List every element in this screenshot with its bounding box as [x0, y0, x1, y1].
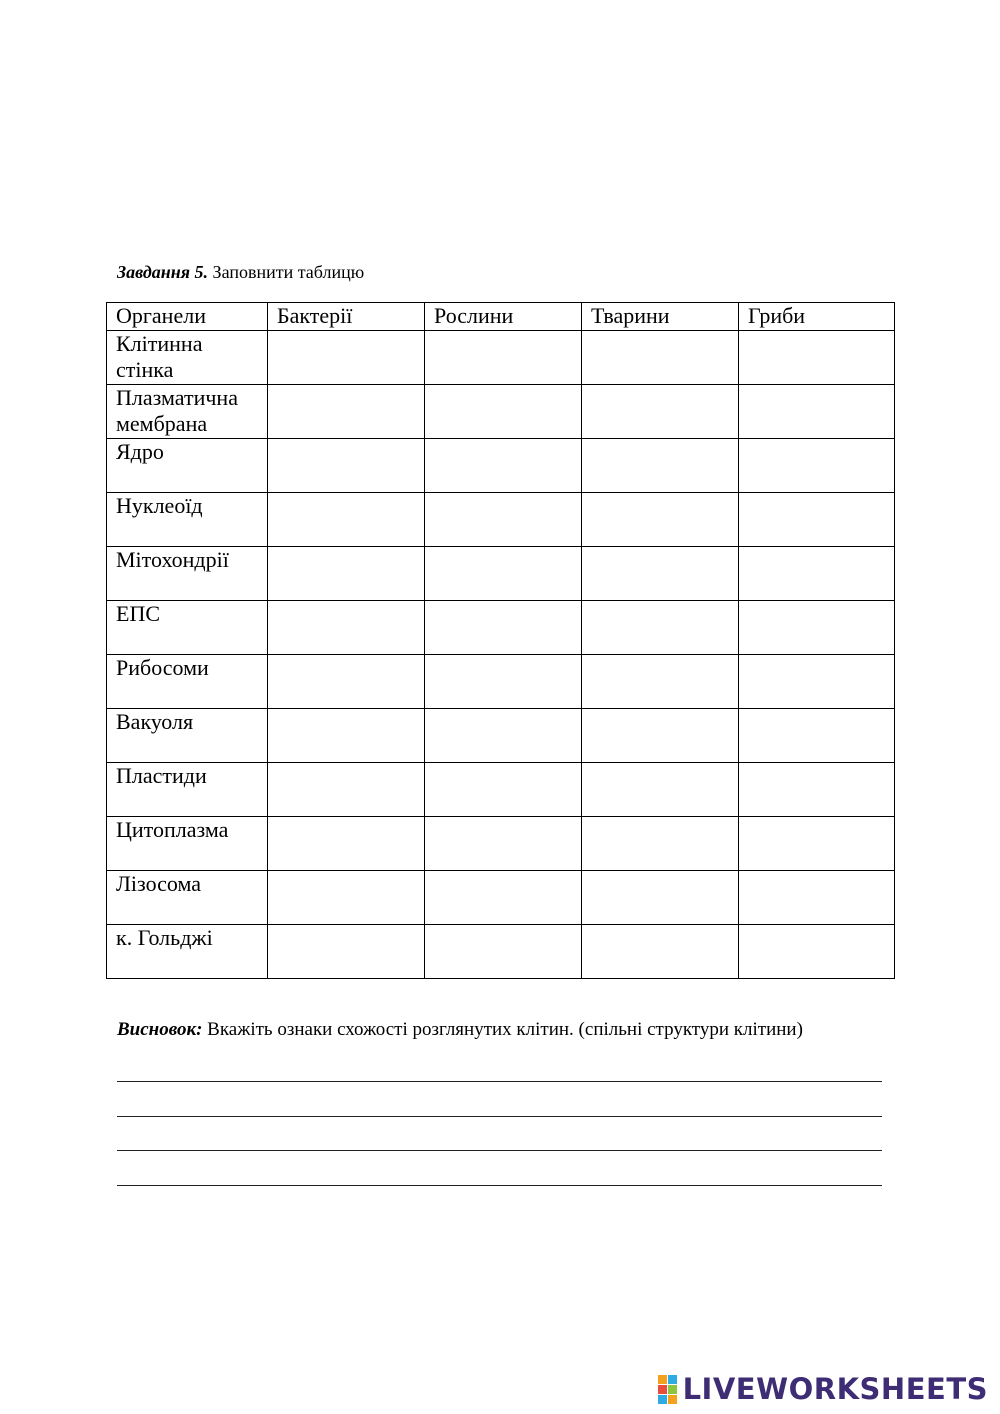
- answer-cell-bacteria[interactable]: [268, 763, 425, 817]
- answer-cell-fungi[interactable]: [739, 763, 895, 817]
- answer-cell-animals[interactable]: [582, 493, 739, 547]
- answer-cell-fungi[interactable]: [739, 493, 895, 547]
- column-header-animals: Тварини: [582, 303, 739, 331]
- liveworksheets-logo: [658, 1371, 988, 1407]
- answer-cell-plants[interactable]: [425, 331, 582, 385]
- answer-cell-fungi[interactable]: [739, 925, 895, 979]
- table-row: [107, 763, 895, 817]
- logo-square: [668, 1395, 677, 1404]
- row-label-organelle: к. Гольджі: [107, 925, 268, 979]
- answer-cell-plants[interactable]: [425, 601, 582, 655]
- answer-cell-animals[interactable]: [582, 763, 739, 817]
- answer-cell-fungi[interactable]: [739, 709, 895, 763]
- answer-cell-plants[interactable]: [425, 709, 582, 763]
- column-header-fungi: Гриби: [739, 303, 895, 331]
- row-label-organelle: Нуклеоїд: [107, 493, 268, 547]
- answer-cell-animals[interactable]: [582, 925, 739, 979]
- table-row: [107, 655, 895, 709]
- logo-square: [658, 1395, 667, 1404]
- answer-cell-animals[interactable]: [582, 547, 739, 601]
- answer-cell-plants[interactable]: [425, 871, 582, 925]
- task-heading: [117, 260, 364, 284]
- row-label-organelle: Ядро: [107, 439, 268, 493]
- logo-square: [658, 1385, 667, 1394]
- answer-cell-fungi[interactable]: [739, 385, 895, 439]
- answer-cell-plants[interactable]: [425, 385, 582, 439]
- answer-cell-animals[interactable]: [582, 709, 739, 763]
- table-header-row: [107, 303, 895, 331]
- liveworksheets-grid-icon: [658, 1375, 677, 1404]
- answer-cell-bacteria[interactable]: [268, 871, 425, 925]
- conclusion: [117, 1017, 803, 1043]
- conclusion-prompt: Вкажіть ознаки схожості розглянутих клітин. (спільні структури клітини): [202, 1019, 803, 1040]
- answer-cell-bacteria[interactable]: [268, 385, 425, 439]
- answer-cell-fungi[interactable]: [739, 817, 895, 871]
- answer-cell-plants[interactable]: [425, 493, 582, 547]
- answer-line[interactable]: [117, 1116, 882, 1117]
- answer-cell-plants[interactable]: [425, 439, 582, 493]
- answer-cell-bacteria[interactable]: [268, 331, 425, 385]
- answer-cell-bacteria[interactable]: [268, 493, 425, 547]
- organelles-table: [106, 302, 895, 979]
- answer-cell-animals[interactable]: [582, 439, 739, 493]
- answer-cell-plants[interactable]: [425, 655, 582, 709]
- row-label-organelle: Пластиди: [107, 763, 268, 817]
- answer-cell-animals[interactable]: [582, 871, 739, 925]
- brand-name: LIVEWORKSHEETS: [682, 1372, 988, 1406]
- table-row: [107, 547, 895, 601]
- column-header-bacteria: Бактерії: [268, 303, 425, 331]
- answer-cell-bacteria[interactable]: [268, 925, 425, 979]
- table-row: [107, 601, 895, 655]
- answer-line[interactable]: [117, 1081, 882, 1082]
- row-label-organelle: Клітинна стінка: [107, 331, 268, 385]
- answer-cell-plants[interactable]: [425, 763, 582, 817]
- row-label-organelle: ЕПС: [107, 601, 268, 655]
- answer-cell-fungi[interactable]: [739, 331, 895, 385]
- answer-cell-plants[interactable]: [425, 925, 582, 979]
- row-label-organelle: Рибосоми: [107, 655, 268, 709]
- answer-cell-bacteria[interactable]: [268, 817, 425, 871]
- answer-cell-plants[interactable]: [425, 817, 582, 871]
- logo-square: [658, 1375, 667, 1384]
- logo-square: [668, 1385, 677, 1394]
- answer-cell-fungi[interactable]: [739, 547, 895, 601]
- task-label: Завдання 5.: [117, 262, 209, 282]
- answer-cell-bacteria[interactable]: [268, 709, 425, 763]
- answer-cell-fungi[interactable]: [739, 439, 895, 493]
- answer-cell-fungi[interactable]: [739, 601, 895, 655]
- row-label-organelle: Цитоплазма: [107, 817, 268, 871]
- table-row: [107, 817, 895, 871]
- answer-cell-bacteria[interactable]: [268, 439, 425, 493]
- answer-cell-bacteria[interactable]: [268, 547, 425, 601]
- table-row: [107, 925, 895, 979]
- table-body: [107, 331, 895, 979]
- table-row: [107, 493, 895, 547]
- answer-cell-animals[interactable]: [582, 331, 739, 385]
- table-row: [107, 871, 895, 925]
- answer-line[interactable]: [117, 1185, 882, 1186]
- column-header-organelles: Органели: [107, 303, 268, 331]
- answer-cell-plants[interactable]: [425, 547, 582, 601]
- answer-cell-animals[interactable]: [582, 655, 739, 709]
- table-row: [107, 331, 895, 385]
- logo-square: [668, 1375, 677, 1384]
- answer-cell-animals[interactable]: [582, 601, 739, 655]
- answer-cell-fungi[interactable]: [739, 655, 895, 709]
- conclusion-label: Висновок:: [117, 1019, 203, 1040]
- column-header-plants: Рослини: [425, 303, 582, 331]
- row-label-organelle: Плазматична мембрана: [107, 385, 268, 439]
- answer-cell-fungi[interactable]: [739, 871, 895, 925]
- answer-cell-bacteria[interactable]: [268, 655, 425, 709]
- task-instruction: Заповнити таблицю: [208, 262, 365, 282]
- row-label-organelle: Мітохондрії: [107, 547, 268, 601]
- answer-line[interactable]: [117, 1150, 882, 1151]
- answer-cell-animals[interactable]: [582, 817, 739, 871]
- answer-cell-animals[interactable]: [582, 385, 739, 439]
- row-label-organelle: Вакуоля: [107, 709, 268, 763]
- table-row: [107, 439, 895, 493]
- table-row: [107, 385, 895, 439]
- row-label-organelle: Лізосома: [107, 871, 268, 925]
- table-row: [107, 709, 895, 763]
- answer-cell-bacteria[interactable]: [268, 601, 425, 655]
